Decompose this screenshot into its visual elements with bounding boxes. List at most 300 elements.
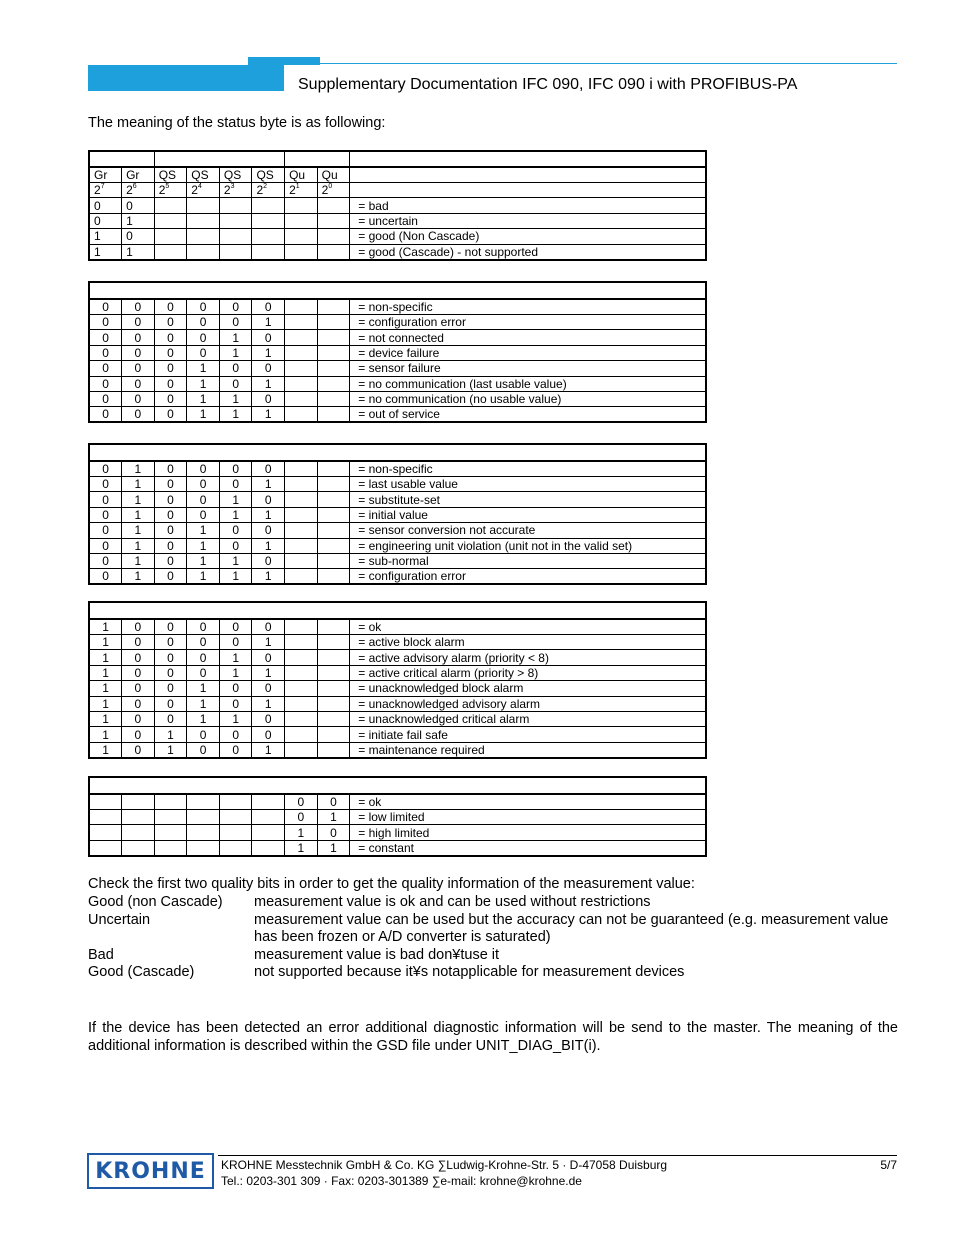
bit-cell (317, 619, 350, 635)
bit-cell: 0 (89, 345, 122, 360)
bit-cell (317, 711, 350, 726)
bit-cell: 1 (317, 810, 350, 825)
status-description: = initiate fail safe (350, 727, 706, 742)
status-table-uncertain (88, 443, 707, 585)
bit-cell: 1 (187, 361, 220, 376)
bit-cell (122, 810, 155, 825)
bit-cell: 0 (187, 315, 220, 330)
bit-cell: 0 (154, 361, 187, 376)
desc-header-cell (350, 183, 706, 198)
quality-definitions (88, 894, 898, 982)
bit-cell: 0 (154, 376, 187, 391)
bit-cell: 1 (285, 840, 318, 856)
table-row (89, 711, 706, 726)
bit-weight-cell (89, 183, 122, 198)
table-row (89, 619, 706, 635)
bit-cell: 0 (252, 619, 285, 635)
table-row (89, 810, 706, 825)
bit-cell: 1 (219, 665, 252, 680)
bit-cell (317, 244, 350, 260)
bit-cell (219, 244, 252, 260)
bit-cell (252, 810, 285, 825)
header-accent-bar (248, 57, 320, 65)
table-row (89, 213, 706, 228)
status-description: = constant (350, 840, 706, 856)
bit-cell (252, 244, 285, 260)
definition-row (88, 912, 898, 947)
bit-cell: 0 (219, 681, 252, 696)
status-table-limits (88, 776, 707, 857)
bit-cell: 1 (89, 711, 122, 726)
bit-label-cell: QS (154, 167, 187, 183)
footer-line-1: KROHNE Messtechnik GmbH & Co. KG ∑Ludwig-Krohne-Str. 5 · D-47058 Duisburg (221, 1158, 668, 1172)
bit-label-cell: Gr (122, 167, 155, 183)
bit-cell (187, 244, 220, 260)
table-group-header (89, 602, 706, 619)
bit-cell: 0 (219, 477, 252, 492)
bit-cell (317, 315, 350, 330)
bit-cell: 0 (89, 507, 122, 522)
bit-cell: 0 (122, 696, 155, 711)
status-table-quality (88, 150, 707, 261)
status-description: = configuration error (350, 569, 706, 585)
bit-cell: 0 (154, 315, 187, 330)
bit-cell: 0 (89, 315, 122, 330)
bit-cell (317, 742, 350, 758)
bit-cell: 1 (252, 376, 285, 391)
weight-base: 2 (126, 183, 133, 198)
bit-cell: 1 (219, 345, 252, 360)
bit-cell (317, 345, 350, 360)
bit-cell (154, 213, 187, 228)
bit-cell: 0 (187, 727, 220, 742)
bit-cell (252, 825, 285, 840)
table-row (89, 198, 706, 213)
status-description: = low limited (350, 810, 706, 825)
weight-base: 2 (158, 183, 166, 198)
bit-cell: 1 (219, 391, 252, 406)
status-description: = unacknowledged advisory alarm (350, 696, 706, 711)
bit-cell: 0 (219, 299, 252, 315)
bit-label-cell: QS (187, 167, 220, 183)
bit-cell (317, 330, 350, 345)
bit-cell: 0 (154, 492, 187, 507)
bit-cell (285, 696, 318, 711)
bit-cell (219, 794, 252, 810)
bit-cell: 1 (187, 376, 220, 391)
bit-cell: 1 (187, 538, 220, 553)
bit-cell (285, 619, 318, 635)
bit-cell: 0 (219, 315, 252, 330)
weight-base: 2 (289, 183, 296, 198)
bit-cell (122, 825, 155, 840)
bit-cell: 1 (89, 619, 122, 635)
table-row (89, 345, 706, 360)
bit-cell: 1 (187, 696, 220, 711)
bit-cell: 1 (122, 569, 155, 585)
table-group-header (89, 282, 706, 299)
bit-cell: 0 (89, 538, 122, 553)
bit-cell: 0 (122, 635, 155, 650)
bit-cell (317, 696, 350, 711)
status-description: = non-specific (350, 461, 706, 477)
status-description: = initial value (350, 507, 706, 522)
bit-cell: 0 (122, 229, 155, 244)
bit-cell: 1 (89, 742, 122, 758)
bit-cell: 0 (122, 619, 155, 635)
bit-cell (317, 229, 350, 244)
bit-cell: 0 (219, 742, 252, 758)
bit-cell: 1 (219, 407, 252, 423)
table-row (89, 696, 706, 711)
definition-row (88, 894, 898, 912)
status-table-bad (88, 281, 707, 423)
table-row (89, 407, 706, 423)
bit-cell: 1 (154, 727, 187, 742)
bit-cell: 0 (89, 391, 122, 406)
definition-term: Uncertain (88, 911, 151, 928)
bit-cell (317, 569, 350, 585)
bit-cell: 0 (154, 696, 187, 711)
bit-cell: 0 (219, 538, 252, 553)
bit-cell (317, 507, 350, 522)
bit-cell (187, 198, 220, 213)
bit-cell (285, 492, 318, 507)
bit-cell (187, 825, 220, 840)
bit-cell (285, 213, 318, 228)
status-description: = active critical alarm (priority > 8) (350, 665, 706, 680)
bit-cell: 1 (219, 553, 252, 568)
bit-cell (154, 794, 187, 810)
bit-cell: 1 (219, 507, 252, 522)
bit-cell (285, 742, 318, 758)
status-description: = good (Non Cascade) (350, 229, 706, 244)
table-group-header (89, 151, 706, 167)
weight-base: 2 (256, 183, 264, 198)
bit-cell: 1 (89, 635, 122, 650)
bit-cell: 1 (317, 840, 350, 856)
bit-cell: 0 (154, 391, 187, 406)
bit-cell: 0 (154, 553, 187, 568)
weight-exponent: 4 (197, 183, 202, 191)
status-description: = substitute-set (350, 492, 706, 507)
bit-cell: 1 (187, 523, 220, 538)
bit-cell: 0 (187, 477, 220, 492)
bit-cell: 0 (122, 330, 155, 345)
bit-cell: 0 (154, 507, 187, 522)
table-row (89, 825, 706, 840)
bit-cell: 0 (122, 361, 155, 376)
definition-row (88, 964, 898, 982)
bit-cell: 0 (89, 376, 122, 391)
bit-cell (252, 229, 285, 244)
bit-cell (317, 213, 350, 228)
bit-cell (285, 198, 318, 213)
bit-cell: 0 (252, 553, 285, 568)
bit-cell (154, 198, 187, 213)
header-rule (320, 63, 897, 64)
bit-cell: 1 (122, 538, 155, 553)
bit-cell (317, 391, 350, 406)
bit-cell (219, 198, 252, 213)
bit-cell (187, 794, 220, 810)
bit-cell: 0 (252, 361, 285, 376)
bit-cell (285, 345, 318, 360)
table-row (89, 681, 706, 696)
bit-cell: 0 (122, 376, 155, 391)
footer-line-2: Tel.: 0203-301 309 · Fax: 0203-301389 ∑e-mail: krohne@krohne.de (221, 1173, 582, 1188)
bit-cell (122, 840, 155, 856)
bit-label-cell: QS (219, 167, 252, 183)
table-row (89, 794, 706, 810)
bit-cell: 0 (154, 619, 187, 635)
bit-cell: 0 (122, 315, 155, 330)
krohne-logo (87, 1153, 214, 1189)
bit-cell: 0 (122, 345, 155, 360)
bit-cell (285, 330, 318, 345)
bit-cell: 1 (219, 650, 252, 665)
bit-cell: 0 (187, 299, 220, 315)
status-description: = active block alarm (350, 635, 706, 650)
bit-cell: 0 (89, 299, 122, 315)
bit-cell: 0 (219, 635, 252, 650)
bit-cell (285, 315, 318, 330)
bit-cell (285, 665, 318, 680)
bit-cell (285, 229, 318, 244)
bit-cell: 1 (187, 391, 220, 406)
bit-cell (219, 229, 252, 244)
bit-cell (285, 727, 318, 742)
bit-cell: 1 (89, 696, 122, 711)
check-text: Check the first two quality bits in order to get the quality information of the measurement value: (88, 876, 695, 892)
bit-cell: 0 (154, 665, 187, 680)
bit-cell: 1 (122, 523, 155, 538)
status-description: = high limited (350, 825, 706, 840)
bit-cell: 0 (154, 635, 187, 650)
status-description: = engineering unit violation (unit not in the valid set) (350, 538, 706, 553)
bit-cell: 0 (219, 523, 252, 538)
bit-cell (285, 391, 318, 406)
bit-cell (317, 407, 350, 423)
bit-cell: 1 (252, 345, 285, 360)
bit-cell: 0 (154, 523, 187, 538)
status-description: = good (Cascade) - not supported (350, 244, 706, 260)
bit-cell: 0 (154, 711, 187, 726)
bit-cell: 0 (252, 523, 285, 538)
status-description: = active advisory alarm (priority < 8) (350, 650, 706, 665)
bit-cell: 1 (122, 477, 155, 492)
bit-cell: 1 (252, 635, 285, 650)
weight-base: 2 (191, 183, 198, 198)
bit-cell (317, 538, 350, 553)
bit-cell: 0 (187, 635, 220, 650)
definition-desc: measurement value can be used but the accuracy can not be guaranteed (e.g. measurement value has been frozen or A/D converter is saturated) (254, 911, 889, 946)
bit-cell: 0 (89, 569, 122, 585)
bit-cell: 0 (219, 376, 252, 391)
bit-cell: 0 (187, 507, 220, 522)
bit-cell: 0 (252, 330, 285, 345)
bit-cell: 0 (219, 696, 252, 711)
bit-label-cell: Qu (317, 167, 350, 183)
bit-cell: 0 (154, 681, 187, 696)
weight-exponent: 5 (165, 183, 170, 191)
bit-cell: 1 (122, 213, 155, 228)
table-row (89, 727, 706, 742)
bit-cell: 1 (219, 492, 252, 507)
weight-exponent: 7 (100, 183, 105, 191)
bit-cell (285, 461, 318, 477)
table-row (89, 635, 706, 650)
definition-desc: measurement value is bad don¥tuse it (254, 946, 500, 963)
bit-weight-cell (317, 183, 350, 198)
bit-cell (317, 376, 350, 391)
bit-cell: 0 (122, 665, 155, 680)
bit-cell: 1 (285, 825, 318, 840)
bit-cell: 0 (154, 538, 187, 553)
definition-desc: not supported because it¥s notapplicable for measurement devices (254, 964, 685, 981)
weight-base: 2 (94, 183, 101, 198)
bit-cell: 0 (89, 198, 122, 213)
bit-cell: 1 (122, 244, 155, 260)
bit-cell (154, 810, 187, 825)
table-row (89, 461, 706, 477)
status-description: = last usable value (350, 477, 706, 492)
bit-cell: 1 (252, 477, 285, 492)
table-row (89, 553, 706, 568)
bit-cell: 0 (122, 198, 155, 213)
bit-cell (187, 213, 220, 228)
table-row (89, 492, 706, 507)
bit-cell: 0 (252, 650, 285, 665)
bit-cell: 1 (187, 553, 220, 568)
bit-cell: 0 (252, 492, 285, 507)
bit-cell: 1 (89, 665, 122, 680)
footer-rule (218, 1155, 897, 1156)
bit-cell (317, 727, 350, 742)
status-description: = sensor failure (350, 361, 706, 376)
bit-cell (252, 198, 285, 213)
bit-cell (187, 810, 220, 825)
definition-term: Good (Cascade) (88, 964, 195, 981)
bit-cell: 0 (252, 391, 285, 406)
bit-cell: 0 (122, 681, 155, 696)
bit-cell: 0 (252, 299, 285, 315)
page-number: 5/7 (880, 1158, 897, 1172)
bit-cell (252, 213, 285, 228)
status-description: = unacknowledged critical alarm (350, 711, 706, 726)
table-group-header (89, 444, 706, 461)
status-table-good (88, 601, 707, 759)
desc-header-cell (350, 167, 706, 183)
bit-cell (285, 244, 318, 260)
bit-cell: 0 (219, 361, 252, 376)
bit-cell: 0 (89, 477, 122, 492)
bit-cell: 1 (219, 711, 252, 726)
status-description: = ok (350, 619, 706, 635)
table-row (89, 299, 706, 315)
table-row (89, 840, 706, 856)
page-title: Supplementary Documentation IFC 090, IFC 090 i with PROFIBUS-PA (298, 76, 798, 93)
bit-cell: 1 (252, 507, 285, 522)
bit-cell: 0 (252, 711, 285, 726)
bit-cell (285, 477, 318, 492)
bit-cell (317, 198, 350, 213)
weight-exponent: 2 (263, 183, 268, 191)
bit-weight-cell (122, 183, 155, 198)
table-exponent-row (89, 183, 706, 198)
bit-label-cell: Gr (89, 167, 122, 183)
status-description: = not connected (350, 330, 706, 345)
bit-cell (285, 376, 318, 391)
status-description: = unacknowledged block alarm (350, 681, 706, 696)
bit-cell (285, 650, 318, 665)
table-row (89, 665, 706, 680)
bit-cell: 0 (122, 711, 155, 726)
table-group-header (89, 777, 706, 794)
bit-cell: 1 (187, 569, 220, 585)
bit-cell: 1 (252, 569, 285, 585)
bit-cell: 1 (89, 681, 122, 696)
table-row (89, 244, 706, 260)
status-description: = configuration error (350, 315, 706, 330)
bit-cell (219, 825, 252, 840)
bit-cell: 0 (285, 794, 318, 810)
table-row (89, 650, 706, 665)
bit-cell (187, 840, 220, 856)
bit-cell: 1 (89, 244, 122, 260)
bit-cell: 1 (89, 229, 122, 244)
bit-cell: 0 (252, 681, 285, 696)
bit-cell (285, 407, 318, 423)
bit-cell: 0 (154, 330, 187, 345)
bit-cell: 1 (187, 407, 220, 423)
table-row (89, 742, 706, 758)
bit-cell: 0 (122, 727, 155, 742)
definition-row (88, 947, 898, 965)
status-description: = no communication (last usable value) (350, 376, 706, 391)
bit-cell (252, 840, 285, 856)
bit-cell: 1 (122, 461, 155, 477)
bit-cell (317, 523, 350, 538)
intro-text: The meaning of the status byte is as following: (88, 115, 386, 131)
table-row (89, 315, 706, 330)
status-description: = maintenance required (350, 742, 706, 758)
bit-weight-cell (187, 183, 220, 198)
bit-cell: 0 (187, 742, 220, 758)
table-row (89, 569, 706, 585)
bit-cell (317, 681, 350, 696)
status-description: = sub-normal (350, 553, 706, 568)
bit-cell (317, 461, 350, 477)
bit-cell: 0 (89, 492, 122, 507)
status-description: = device failure (350, 345, 706, 360)
bit-cell (219, 840, 252, 856)
bit-cell (285, 299, 318, 315)
bit-cell: 0 (89, 407, 122, 423)
bit-cell: 0 (154, 407, 187, 423)
bit-cell: 0 (154, 461, 187, 477)
bit-cell: 1 (187, 711, 220, 726)
bit-cell: 0 (187, 461, 220, 477)
bit-cell (252, 794, 285, 810)
status-description: = out of service (350, 407, 706, 423)
bit-cell: 0 (187, 492, 220, 507)
bit-cell: 0 (154, 569, 187, 585)
table-row (89, 376, 706, 391)
bit-cell: 0 (154, 650, 187, 665)
bit-cell (285, 569, 318, 585)
status-description: = no communication (no usable value) (350, 391, 706, 406)
